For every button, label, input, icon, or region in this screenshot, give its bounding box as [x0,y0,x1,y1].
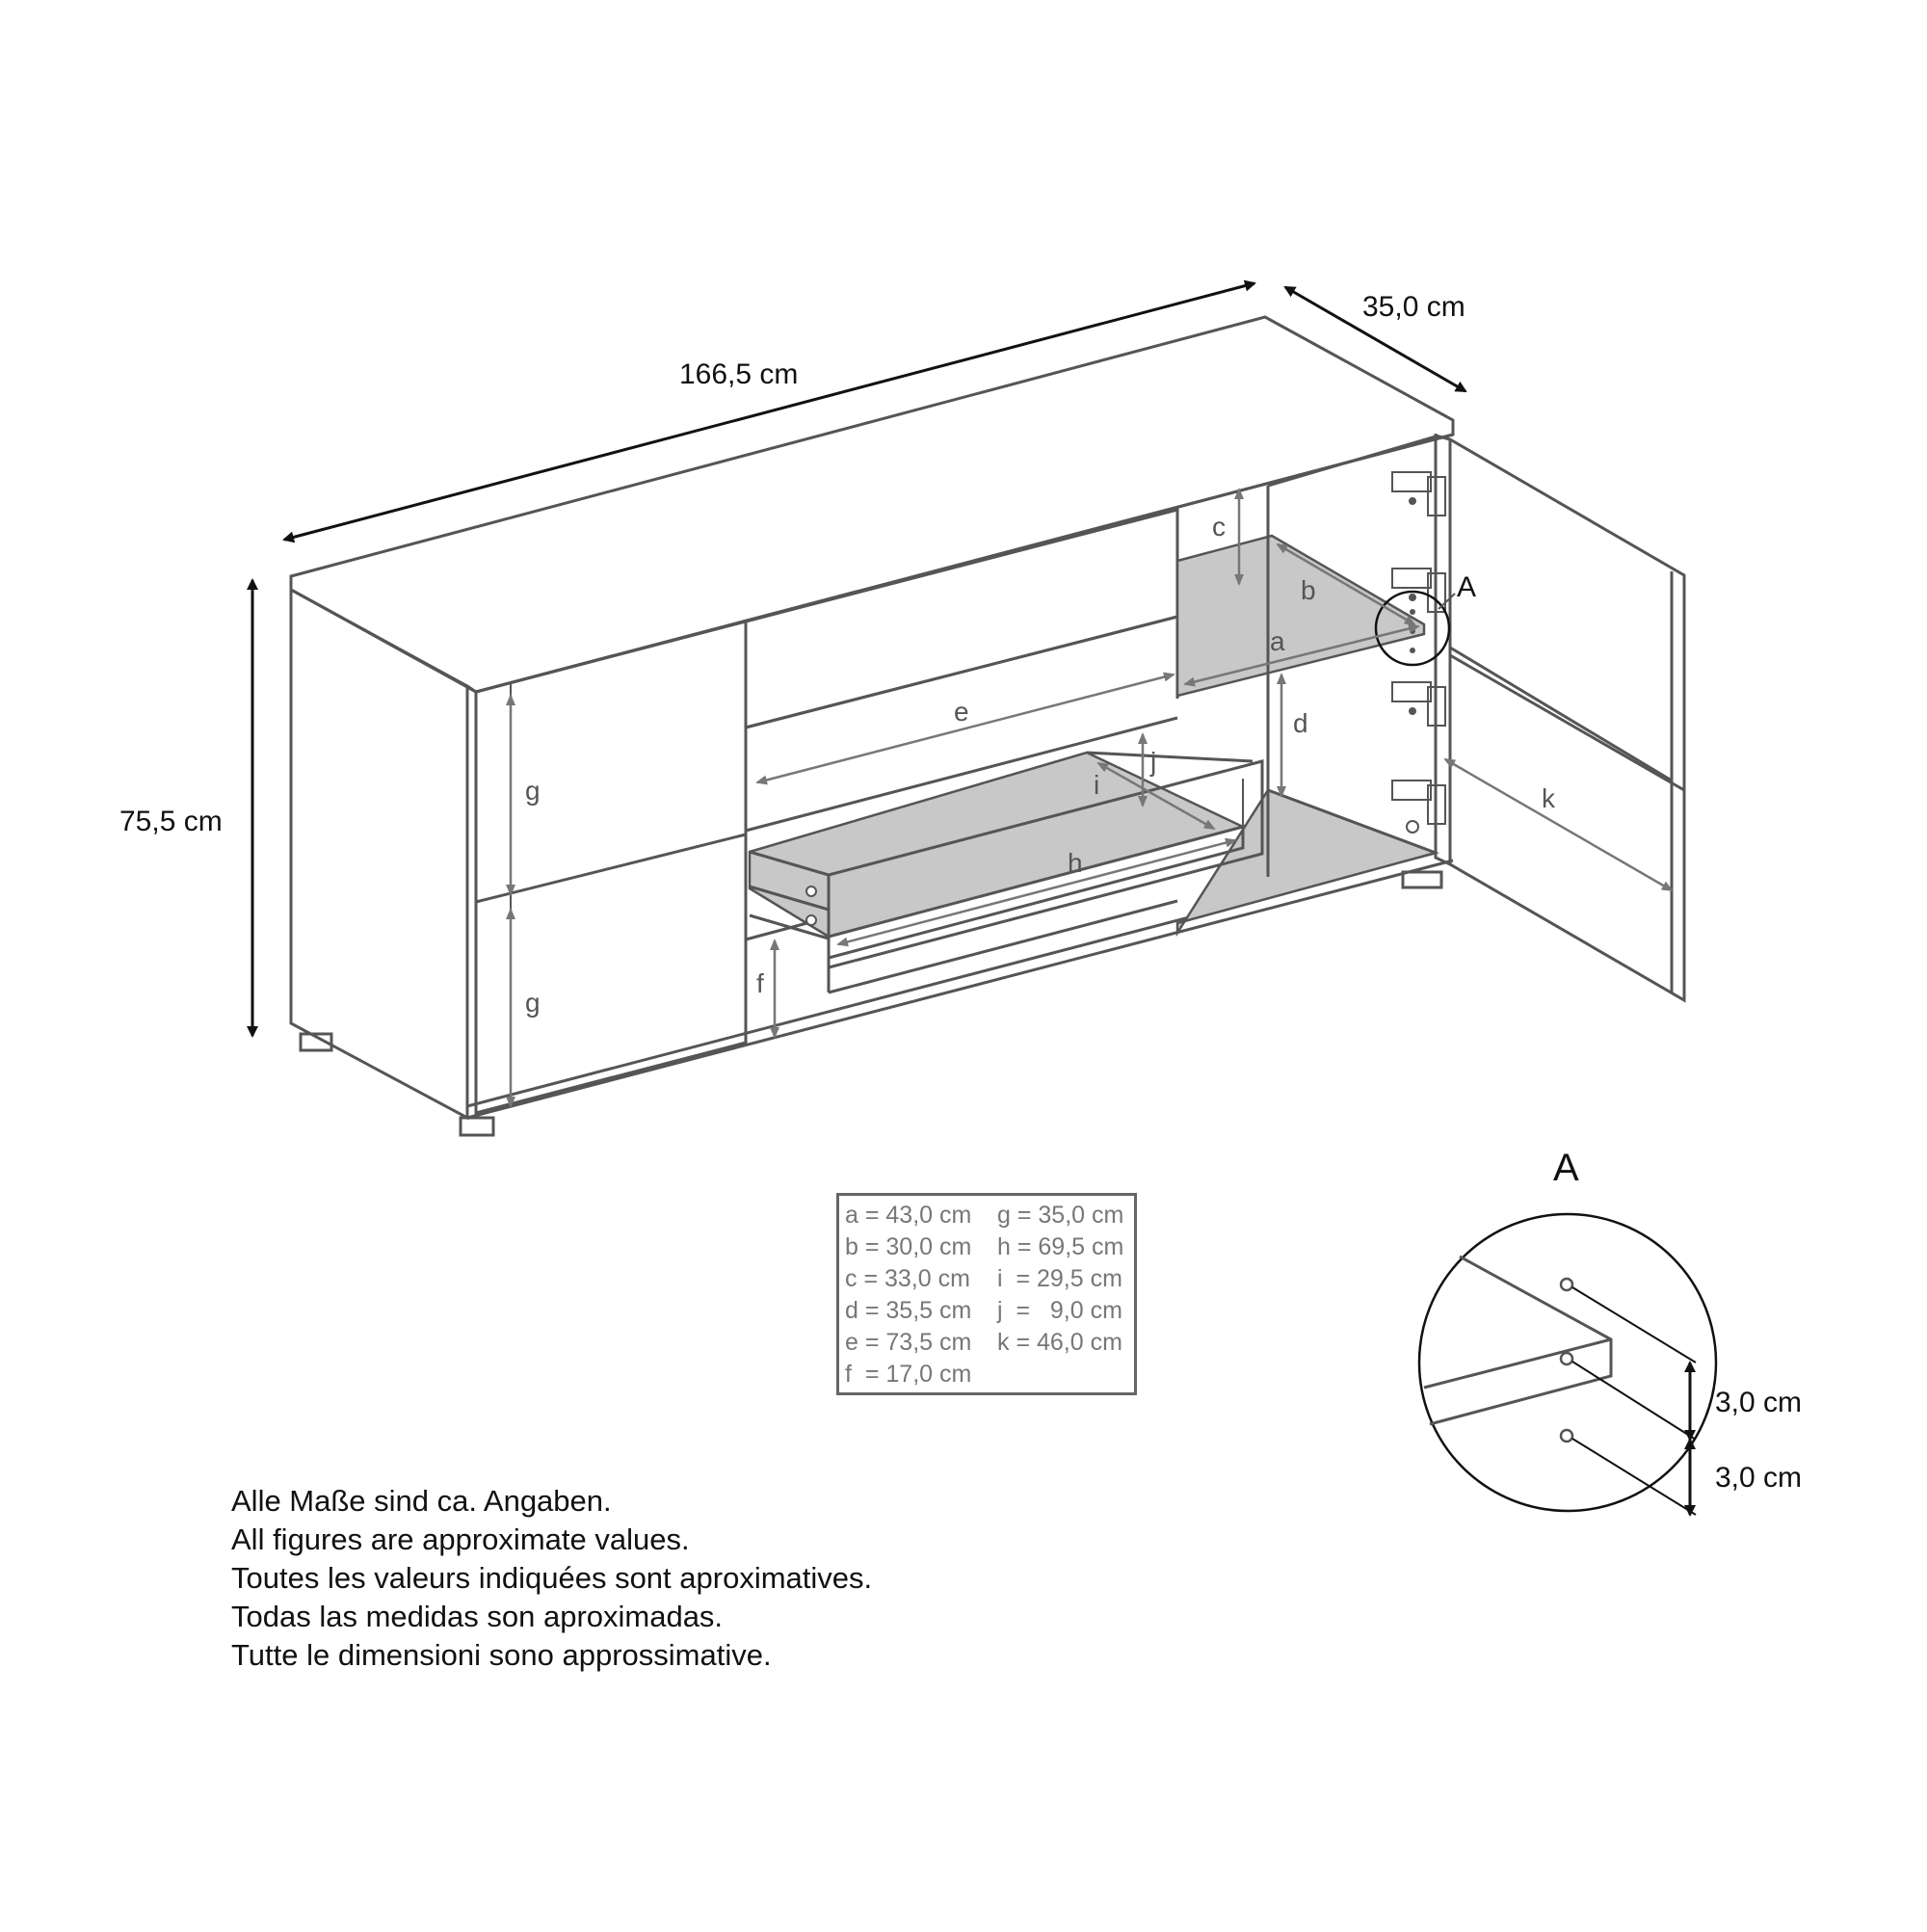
spacing-label-1: 3,0 cm [1715,1387,1803,1418]
width-arrow [284,283,1254,540]
letter-j: j [1150,747,1157,777]
detail-title: A [1553,1147,1579,1189]
letter-k: k [1542,783,1555,813]
letter-c: c [1212,512,1226,542]
hinge-1 [1392,472,1445,516]
detail-view [1419,1147,1802,1515]
open-drawer [750,753,1262,992]
letter-b: b [1301,575,1316,605]
legend-row [845,1359,1128,1390]
spacing-label-2: 3,0 cm [1715,1462,1803,1494]
arrow-k [1445,759,1672,890]
disclaimer-notes [231,1482,872,1675]
right-compartment [1177,434,1445,933]
legend-row [845,1231,1128,1263]
letter-i: i [1094,770,1100,800]
open-door [1436,436,1684,1000]
legend-row [845,1327,1128,1359]
legend-left: c = 33,0 cm [845,1265,970,1292]
depth-label: 35,0 cm [1362,291,1465,323]
letter-g-upper: g [525,776,541,806]
legend-right: h = 69,5 cm [997,1233,1124,1260]
legend-row [845,1263,1128,1295]
legend-left: a = 43,0 cm [845,1202,972,1229]
note-es: Todas las medidas son aproximadas. [231,1600,724,1633]
hinge-2 [1392,569,1445,612]
legend-right: i = 29,5 cm [997,1265,1122,1292]
legend-right: j = 9,0 cm [997,1297,1122,1324]
letter-f: f [756,968,764,998]
letter-h: h [1068,848,1083,878]
note-de: Alle Maße sind ca. Angaben. [231,1484,612,1518]
hinge-3 [1392,682,1445,726]
note-fr: Toutes les valeurs indiquées sont aproximatives. [231,1561,873,1595]
legend-table [836,1193,1137,1395]
legend-left: f = 17,0 cm [845,1361,972,1388]
letter-d: d [1293,708,1308,738]
legend-row [845,1295,1128,1327]
legend-right: g = 35,0 cm [997,1202,1124,1229]
height-label: 75,5 cm [119,806,223,837]
hinge-4 [1392,781,1445,833]
letter-g-lower: g [525,988,541,1018]
letter-e: e [954,697,969,727]
note-it: Tutte le dimensioni sono approssimative. [231,1638,772,1672]
legend-left: b = 30,0 cm [845,1233,972,1260]
legend-left: d = 35,5 cm [845,1297,972,1324]
cabinet-body [291,317,1453,1135]
width-label: 166,5 cm [679,358,799,390]
legend-row [845,1200,1128,1231]
legend-right: k = 46,0 cm [997,1329,1122,1356]
detail-marker-label: A [1457,571,1477,603]
legend-left: e = 73,5 cm [845,1329,972,1356]
note-en: All figures are approximate values. [231,1522,690,1556]
letter-a: a [1270,626,1285,656]
